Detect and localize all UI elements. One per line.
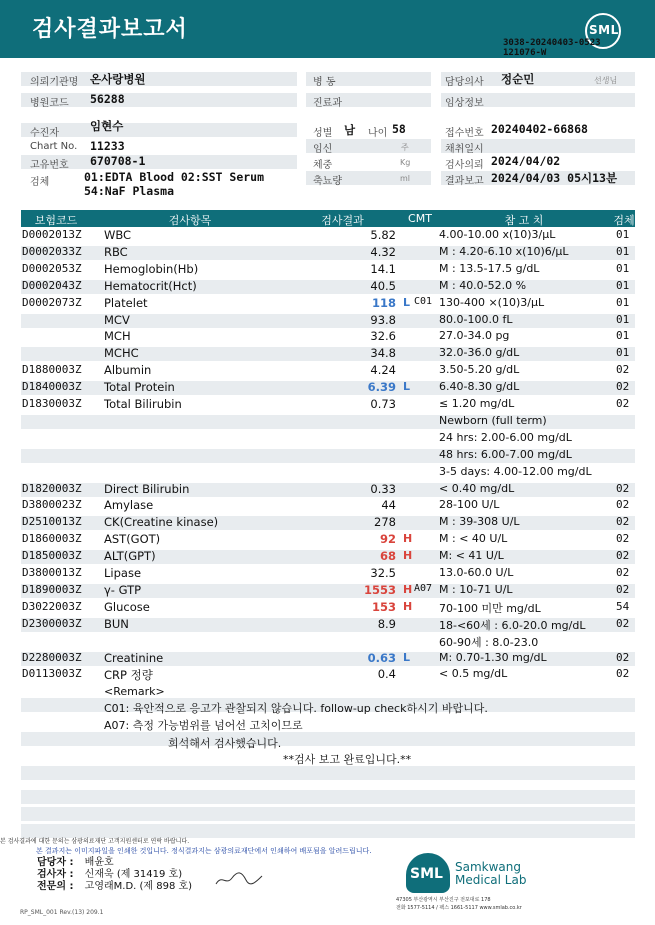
report-number-line1: 3038-20240403-0523 bbox=[503, 38, 601, 48]
test-item: CK(Creatine kinase) bbox=[104, 515, 219, 529]
report-complete: **검사 보고 완료입니다.** bbox=[283, 753, 412, 766]
doctor-suffix: 선생님 bbox=[594, 76, 618, 85]
insurance-code: D0002043Z bbox=[22, 279, 82, 292]
insurance-code: D0002013Z bbox=[22, 228, 82, 241]
test-item: Direct Bilirubin bbox=[104, 482, 190, 496]
manager-name: 배윤호 bbox=[84, 857, 114, 868]
reference-range: M : < 40 U/L bbox=[439, 532, 508, 545]
clinical-label: 임상정보 bbox=[445, 98, 484, 109]
insurance-code: D1860003Z bbox=[22, 532, 82, 545]
patient-label: 수진자 bbox=[30, 128, 59, 139]
test-item: Hematocrit(Hct) bbox=[104, 279, 197, 293]
reference-range: 27.0-34.0 pg bbox=[439, 329, 510, 342]
specimen-code: 02 bbox=[616, 532, 630, 545]
test-item: Amylase bbox=[104, 498, 154, 512]
insurance-code: D0113003Z bbox=[22, 667, 82, 680]
reference-range: M: < 41 U/L bbox=[439, 549, 504, 562]
col-header-cmt: CMT bbox=[408, 212, 432, 225]
signature-icon bbox=[214, 868, 264, 890]
company-name-line2: Medical Lab bbox=[455, 873, 527, 887]
company-phone: 전화 1577-5114 / 팩스 1661-5117 www.smlab.co.kr bbox=[396, 905, 522, 911]
reference-range: 28-100 U/L bbox=[439, 498, 500, 511]
specimen-code: 02 bbox=[616, 397, 630, 410]
test-result: 32.5 bbox=[370, 566, 396, 580]
remark-c01: C01: 육안적으로 응고가 관찰되지 않습니다. follow-up check하시기 바랍니다. bbox=[104, 702, 488, 715]
specimen-code: 54 bbox=[616, 600, 630, 613]
reference-range: 4.00-10.00 x(10)3/μL bbox=[439, 228, 556, 241]
test-item: Lipase bbox=[104, 566, 142, 580]
result-flag: L bbox=[403, 296, 411, 309]
col-header-reference: 참 고 치 bbox=[504, 214, 544, 227]
test-result: 6.39 bbox=[367, 380, 396, 394]
company-name-line1: Samkwang bbox=[455, 860, 521, 874]
hospital-code-value: 56288 bbox=[90, 92, 125, 106]
company-name bbox=[455, 861, 526, 887]
specialist-name: 고영래M.D. (제 898 호) bbox=[84, 881, 193, 892]
specimen-code: 02 bbox=[616, 667, 630, 680]
test-item: Total Bilirubin bbox=[104, 397, 182, 411]
test-item: WBC bbox=[104, 228, 132, 242]
hospital-code-label: 병원코드 bbox=[30, 98, 69, 109]
urine-label: 축뇨량 bbox=[313, 176, 342, 187]
test-item: Creatinine bbox=[104, 651, 164, 665]
reference-range: < 0.5 mg/dL bbox=[439, 667, 508, 680]
specimen-code: 01 bbox=[616, 329, 630, 342]
reference-range: 32.0-36.0 g/dL bbox=[439, 346, 520, 359]
report-number bbox=[503, 38, 601, 58]
insurance-code: D1830003Z bbox=[22, 397, 82, 410]
insurance-code: D3800013Z bbox=[22, 566, 82, 579]
specimen-code: 02 bbox=[616, 617, 630, 630]
reference-range: 70-100 미만 mg/dL bbox=[439, 602, 541, 615]
logo-text: SML bbox=[589, 23, 619, 37]
specimen-code: 02 bbox=[616, 515, 630, 528]
insurance-code: D1840003Z bbox=[22, 380, 82, 393]
insurance-code: D3800023Z bbox=[22, 498, 82, 511]
test-result: 153 bbox=[371, 600, 396, 614]
test-item: Hemoglobin(Hb) bbox=[104, 262, 199, 276]
specimen-value-1: 01:EDTA Blood 02:SST Serum bbox=[84, 170, 265, 184]
specialist-line bbox=[37, 877, 192, 892]
preg-unit: 주 bbox=[401, 143, 409, 152]
result-flag: H bbox=[403, 583, 413, 596]
request-value: 2024/04/02 bbox=[491, 154, 561, 168]
reference-range: M : 10-71 U/L bbox=[439, 583, 513, 596]
test-result: 14.1 bbox=[370, 262, 396, 276]
reference-range: 6.40-8.30 g/dL bbox=[439, 380, 520, 393]
cmt-code: C01 bbox=[414, 296, 433, 307]
insurance-code: D1820003Z bbox=[22, 482, 82, 495]
specimen-code: 02 bbox=[616, 380, 630, 393]
test-item: Platelet bbox=[104, 296, 148, 310]
specimen-code: 01 bbox=[616, 346, 630, 359]
page-title: 검사결과보고서 bbox=[32, 17, 188, 42]
result-flag: L bbox=[403, 380, 411, 393]
receipt-label: 접수번호 bbox=[445, 128, 484, 139]
fine-print: 본 검사결과에 대한 문의는 삼광의료재단 고객지원센터로 연락 바랍니다. bbox=[0, 838, 190, 845]
test-item: MCH bbox=[104, 329, 131, 343]
test-result: 0.63 bbox=[367, 651, 396, 665]
insurance-code: D2510013Z bbox=[22, 515, 82, 528]
examiner-label: 검사자 : bbox=[37, 869, 74, 880]
specimen-code: 02 bbox=[616, 498, 630, 511]
request-label: 검사의뢰 bbox=[445, 160, 484, 171]
test-item: AST(GOT) bbox=[104, 532, 161, 546]
specimen-code: 01 bbox=[616, 228, 630, 241]
result-flag: H bbox=[403, 549, 413, 562]
age-label: 나이 bbox=[368, 128, 388, 139]
weight-label: 체중 bbox=[313, 160, 333, 171]
institution-value: 온사랑병원 bbox=[90, 72, 146, 86]
col-header-code: 보험코드 bbox=[34, 214, 78, 227]
report-label: 결과보고 bbox=[445, 176, 484, 187]
insurance-code: D1890003Z bbox=[22, 583, 82, 596]
chart-label: Chart No. bbox=[30, 141, 78, 152]
institution-label: 의뢰기관명 bbox=[30, 77, 79, 88]
manager-label: 담당자 : bbox=[37, 857, 74, 868]
test-result: 93.8 bbox=[370, 313, 396, 327]
test-item: Total Protein bbox=[104, 380, 175, 394]
reference-range: M: 0.70-1.30 mg/dL bbox=[439, 651, 547, 664]
specimen-code: 02 bbox=[616, 482, 630, 495]
remark-a07-line2: 희석해서 검사했습니다. bbox=[168, 737, 282, 750]
band bbox=[21, 766, 635, 780]
test-item: ALT(GPT) bbox=[104, 549, 156, 563]
test-item: RBC bbox=[104, 245, 128, 259]
insurance-code: D0002053Z bbox=[22, 262, 82, 275]
test-result: 0.4 bbox=[377, 667, 396, 681]
specimen-value-2: 54:NaF Plasma bbox=[84, 184, 175, 198]
test-item: Albumin bbox=[104, 363, 152, 377]
reference-range: < 0.40 mg/dL bbox=[439, 482, 515, 495]
preg-label: 임신 bbox=[313, 144, 333, 155]
test-result: 118 bbox=[371, 296, 396, 310]
doctor-label: 담당의사 bbox=[445, 77, 484, 88]
weight-unit: Kg bbox=[400, 158, 411, 167]
report-number-line2: 121076-W bbox=[503, 48, 547, 58]
specimen-code: 01 bbox=[616, 245, 630, 258]
test-result: 1553 bbox=[363, 583, 396, 597]
patient-row bbox=[21, 123, 297, 137]
test-result: 5.82 bbox=[370, 228, 396, 242]
test-result: 8.9 bbox=[377, 617, 396, 631]
examiner-name: 신재욱 (제 31419 호) bbox=[84, 869, 183, 880]
receipt-value: 20240402-66868 bbox=[491, 122, 588, 136]
test-result: 68 bbox=[379, 549, 396, 563]
col-header-specimen: 검체 bbox=[613, 214, 635, 227]
test-result: 44 bbox=[381, 498, 396, 512]
age-value: 58 bbox=[392, 122, 406, 136]
doctor-value: 정순민 bbox=[501, 72, 535, 86]
reference-range: 18-<60세 : 6.0-20.0 mg/dL bbox=[439, 619, 586, 632]
specimen-code: 02 bbox=[616, 549, 630, 562]
reference-range: M : 4.20-6.10 x(10)6/μL bbox=[439, 245, 569, 258]
band bbox=[21, 790, 635, 804]
test-result: 0.33 bbox=[370, 482, 396, 496]
reference-range: 24 hrs: 2.00-6.00 mg/dL bbox=[439, 431, 572, 444]
test-item: γ- GTP bbox=[104, 583, 142, 597]
test-result: 40.5 bbox=[370, 279, 396, 293]
test-result: 278 bbox=[374, 515, 396, 529]
test-result: 34.8 bbox=[370, 346, 396, 360]
specimen-code: 01 bbox=[616, 296, 630, 309]
test-item: MCV bbox=[104, 313, 130, 327]
id-label: 고유번호 bbox=[30, 160, 69, 171]
reference-range: 13.0-60.0 U/L bbox=[439, 566, 514, 579]
sex-label: 성별 bbox=[313, 128, 333, 139]
test-item: Glucose bbox=[104, 600, 150, 614]
test-result: 92 bbox=[379, 532, 396, 546]
insurance-code: D2280003Z bbox=[22, 651, 82, 664]
notice-text: 본 결과지는 이미지파일을 인쇄한 것입니다. 정식결과지는 삼광의료재단에서 인쇄하여 배포됨을 알려드립니다. bbox=[36, 847, 372, 855]
reference-range: 130-400 ×(10)3/μL bbox=[439, 296, 545, 309]
band bbox=[21, 732, 635, 746]
col-header-result: 검사결과 bbox=[321, 214, 364, 227]
reference-range: ≤ 1.20 mg/dL bbox=[439, 397, 515, 410]
test-result: 4.32 bbox=[370, 245, 396, 259]
specimen-code: 01 bbox=[616, 262, 630, 275]
col-header-item: 검사항목 bbox=[168, 214, 212, 227]
insurance-code: D2300003Z bbox=[22, 617, 82, 630]
reference-range: 3-5 days: 4.00-12.00 mg/dL bbox=[439, 465, 592, 478]
reference-range: Newborn (full term) bbox=[439, 414, 547, 427]
patient-value: 임현수 bbox=[90, 119, 124, 133]
test-result: 0.73 bbox=[370, 397, 396, 411]
reference-range: M : 13.5-17.5 g/dL bbox=[439, 262, 540, 275]
specimen-code: 02 bbox=[616, 583, 630, 596]
company-address: 47305 부산광역시 부산진구 전포대로 178 bbox=[396, 897, 491, 903]
chart-value: 11233 bbox=[90, 139, 125, 153]
test-item: MCHC bbox=[104, 346, 139, 360]
test-item: CRP 정량 bbox=[104, 668, 153, 682]
reference-range: 3.50-5.20 g/dL bbox=[439, 363, 520, 376]
insurance-code: D3022003Z bbox=[22, 600, 82, 613]
id-value: 670708-1 bbox=[90, 154, 146, 168]
reference-range: 60-90세 : 8.0-23.0 bbox=[439, 636, 539, 649]
result-flag: H bbox=[403, 532, 413, 545]
insurance-code: D0002073Z bbox=[22, 296, 82, 309]
band bbox=[21, 807, 635, 821]
sex-value: 남 bbox=[344, 123, 356, 137]
test-result: 4.24 bbox=[370, 363, 396, 377]
result-flag: L bbox=[403, 651, 411, 664]
form-number: RP_SML_001 Rev.(13) 209.1 bbox=[20, 909, 104, 916]
dept-label: 진료과 bbox=[313, 98, 342, 109]
insurance-code: D0002033Z bbox=[22, 245, 82, 258]
test-result: 32.6 bbox=[370, 329, 396, 343]
reference-range: M : 40.0-52.0 % bbox=[439, 279, 527, 292]
remark-a07-line1: A07: 측정 가능범위를 넘어선 고치이므로 bbox=[104, 719, 303, 732]
collect-label: 채취일시 bbox=[445, 144, 484, 155]
urine-unit: ml bbox=[400, 174, 411, 183]
report-value: 2024/04/03 05시13분 bbox=[491, 171, 618, 185]
specialist-label: 전문의 : bbox=[37, 881, 74, 892]
specimen-code: 01 bbox=[616, 279, 630, 292]
reference-range: M : 39-308 U/L bbox=[439, 515, 520, 528]
specimen-label: 검체 bbox=[30, 177, 50, 188]
remark-title: <Remark> bbox=[104, 685, 165, 698]
specimen-code: 02 bbox=[616, 363, 630, 376]
specimen-code: 02 bbox=[616, 651, 630, 664]
insurance-code: D1850003Z bbox=[22, 549, 82, 562]
test-item: BUN bbox=[104, 617, 129, 631]
specimen-code: 01 bbox=[616, 313, 630, 326]
reference-range: 48 hrs: 6.00-7.00 mg/dL bbox=[439, 448, 572, 461]
reference-range: 80.0-100.0 fL bbox=[439, 313, 513, 326]
insurance-code: D1880003Z bbox=[22, 363, 82, 376]
ward-label: 병 동 bbox=[313, 77, 336, 88]
result-flag: H bbox=[403, 600, 413, 613]
specimen-code: 02 bbox=[616, 566, 630, 579]
company-logo-text: SML bbox=[410, 866, 443, 882]
cmt-code: A07 bbox=[414, 583, 433, 594]
